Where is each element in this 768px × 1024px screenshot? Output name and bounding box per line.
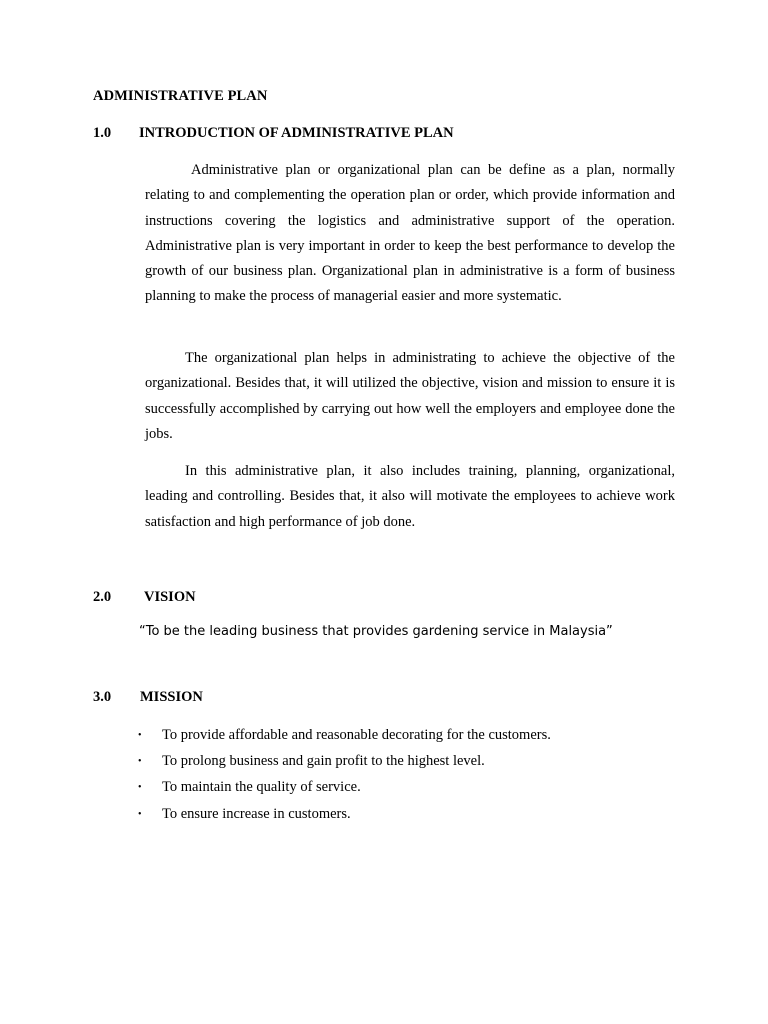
mission-item-text: To ensure increase in customers. [162,805,351,822]
mission-item [138,777,551,803]
section-title: VISION [144,589,196,605]
section-heading-mission [93,689,203,706]
intro-paragraph-3: In this administrative plan, it also includes training, planning, organizational, leading and controlling. Besides that, it also will motivate the employees to achieve work satisfaction and high performance of job done. [145,463,675,530]
mission-item [138,751,551,777]
mission-item [138,804,551,830]
intro-paragraph-2: The organizational plan helps in administrating to achieve the objective of the organizational. Besides that, it will utilized the objective, vision and mission to ensure it is successfully accomplished by carrying out how well the employers and employee done the jobs. [145,350,675,442]
intro-paragraph-1: Administrative plan or organizational plan can be define as a plan, normally relating to and complementing the operation plan or order, which provide information and instructions covering the logistics and administrative support of the operation. Administrative plan is very important in order to keep the best performance to develop the growth of our business plan. Organizational plan in administrative is a form of business planning to make the process of managerial easier and more systematic. [145,162,675,305]
section-heading-introduction [93,125,454,142]
mission-item [138,725,551,751]
vision-statement: “To be the leading business that provides gardening service in Malaysia” [139,624,613,639]
bullet-icon: • [138,808,142,820]
section-number: 1.0 [93,125,112,141]
mission-item-text: To prolong business and gain profit to the highest level. [162,753,485,770]
section-heading-vision [93,589,196,606]
section-number: 2.0 [93,589,112,605]
section-title: INTRODUCTION OF ADMINISTRATIVE PLAN [139,125,454,141]
mission-item-text: To provide affordable and reasonable decorating for the customers. [162,727,551,743]
mission-item-text: To maintain the quality of service. [162,779,361,796]
mission-list [138,725,551,830]
document-title: ADMINISTRATIVE PLAN [93,88,268,104]
bullet-icon: • [138,756,142,768]
section-number: 3.0 [93,689,112,705]
section-title: MISSION [140,689,203,705]
bullet-icon: • [138,730,142,741]
bullet-icon: • [138,782,142,794]
